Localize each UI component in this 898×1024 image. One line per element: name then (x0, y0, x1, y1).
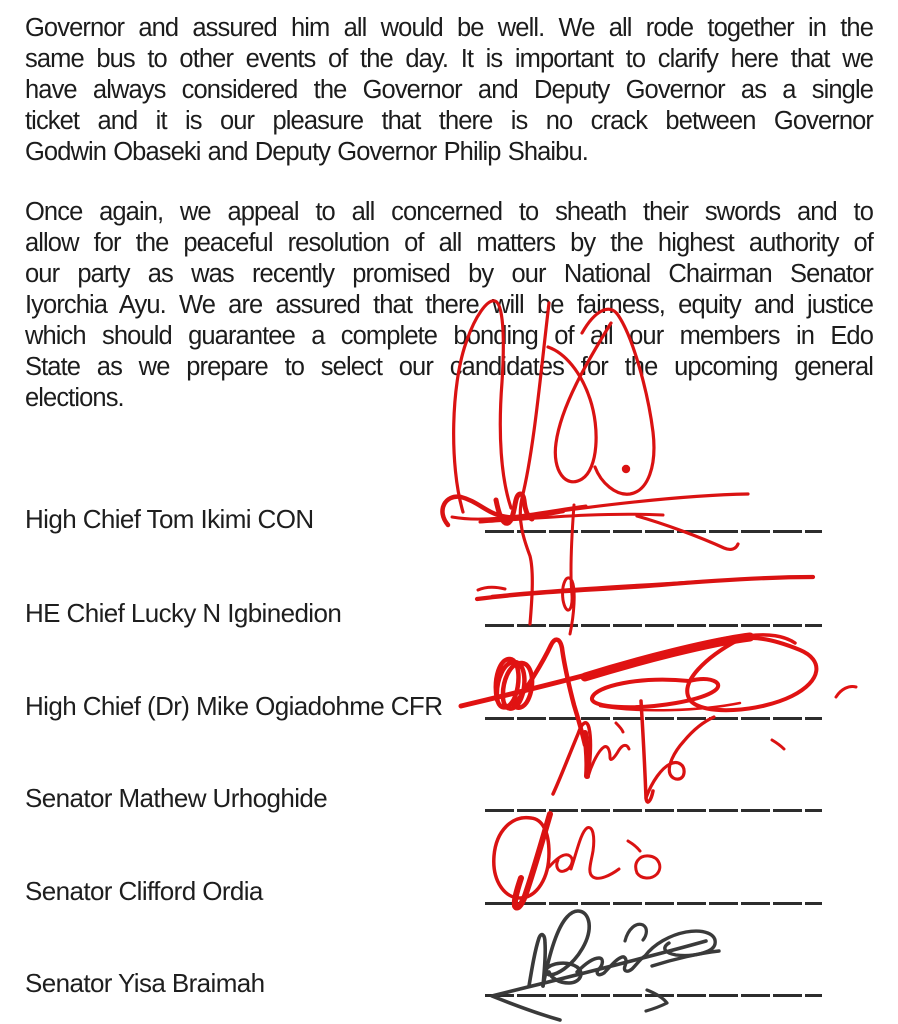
signatory-row (0, 691, 898, 727)
paragraph-line: have always considered the Governor and Deputy Governor as a single (25, 76, 873, 104)
signature-line (485, 902, 822, 905)
signatory-name: Senator Mathew Urhoghide (25, 783, 328, 813)
signature-ogiadohme-icon (461, 635, 856, 745)
signatory-row (0, 504, 898, 540)
paragraph-line: Once again, we appeal to all concerned to sheath their swords and to (25, 198, 873, 226)
paragraph-line: Iyorchia Ayu. We are assured that there will be fairness, equity and justice (25, 291, 873, 319)
signatory-name: HE Chief Lucky N Igbinedion (25, 598, 342, 628)
paragraph (25, 197, 873, 414)
signature-line (485, 994, 822, 997)
paragraph (25, 13, 873, 168)
paragraph-line: Governor and assured him all would be well. We all rode together in the (25, 14, 873, 42)
signatory-name: High Chief (Dr) Mike Ogiadohme CFR (25, 691, 443, 721)
signatory-name: High Chief Tom Ikimi CON (25, 504, 314, 534)
signature-line (485, 530, 822, 533)
signature-line (485, 809, 822, 812)
signatory-row (0, 783, 898, 819)
signature-igbinedion-icon (477, 577, 813, 599)
signatory-name: Senator Clifford Ordia (25, 876, 263, 906)
paragraph-line: which should guarantee a complete bonding of all our members in Edo (25, 322, 873, 350)
paragraph-line: elections. (25, 384, 124, 412)
signatory-row (0, 876, 898, 912)
paragraph-line: State as we prepare to select our candidates for the upcoming general (25, 353, 873, 381)
paragraph-line: same bus to other events of the day. It is important to clarify here that we (25, 45, 873, 73)
signatory-row (0, 968, 898, 1004)
paragraph-line: allow for the peaceful resolution of all matters by the highest authority of (25, 229, 873, 257)
paragraph-line: Godwin Obaseki and Deputy Governor Philip Shaibu. (25, 138, 588, 166)
signatory-row (0, 598, 898, 634)
paragraph-line: our party as was recently promised by our National Chairman Senator (25, 260, 873, 288)
signature-line (485, 717, 822, 720)
letter-body (25, 13, 873, 443)
signatory-name: Senator Yisa Braimah (25, 968, 265, 998)
paragraph-line: ticket and it is our pleasure that there is no crack between Governor (25, 107, 873, 135)
signature-line (485, 624, 822, 627)
